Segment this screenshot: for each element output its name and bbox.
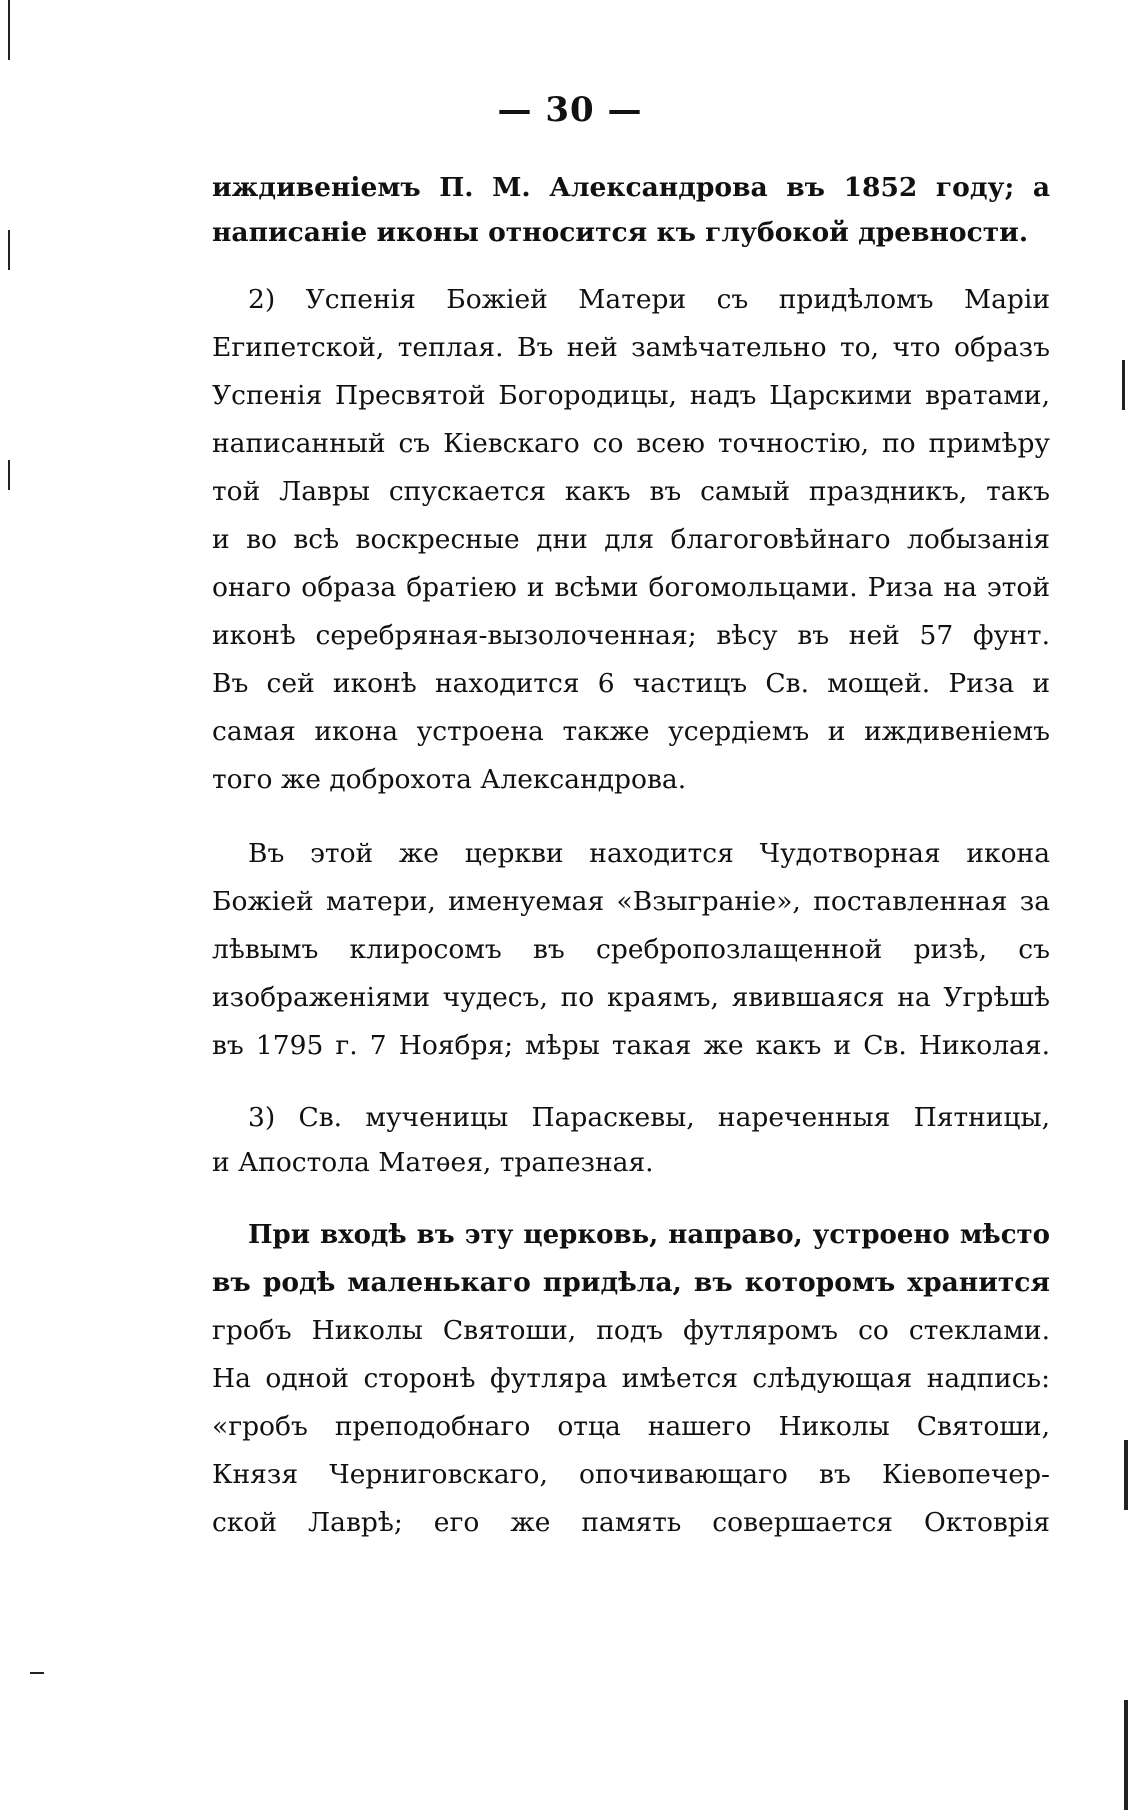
text-line: На одной сторонѣ футляра имѣется слѣдующая надпись:	[212, 1363, 1050, 1394]
scan-edge-mark	[8, 460, 10, 490]
text-line: и во всѣ воскресные дни для благоговѣйнаго лобызанiя	[212, 524, 1050, 555]
text-line: изображенiями чудесъ, по краямъ, явившаяся на Угрѣшѣ	[212, 982, 1050, 1013]
page-number: — 30 —	[497, 90, 643, 130]
scan-edge-mark	[30, 1672, 44, 1674]
text-line: той Лавры спускается какъ въ самый праздникъ, такъ	[212, 476, 1050, 507]
text-line: Князя Черниговскаго, опочивающаго въ Кiевопечер-	[212, 1459, 1050, 1490]
text-line: Въ сей иконѣ находится 6 частицъ Св. мощей. Риза и	[212, 668, 1050, 699]
text-line: «гробъ преподобнаго отца нашего Николы Святоши,	[212, 1411, 1050, 1442]
text-line: Божiей матери, именуемая «Взыгранiе», поставленная за	[212, 886, 1050, 917]
text-line: и Апостола Матѳея, трапезная.	[212, 1147, 654, 1178]
scan-edge-mark	[1122, 360, 1125, 410]
text-line: 3) Св. мученицы Параскевы, нареченныя Пятницы,	[248, 1102, 1050, 1133]
text-line: въ 1795 г. 7 Ноября; мѣры такая же какъ и Св. Николая.	[212, 1030, 1050, 1061]
text-line: онаго образа братiею и всѣми богомольцами. Риза на этой	[212, 572, 1050, 603]
scan-edge-mark	[8, 0, 10, 60]
text-line: Египетской, теплая. Въ ней замѣчательно то, что образъ	[212, 332, 1050, 363]
scan-edge-mark	[8, 230, 10, 270]
text-line: самая икона устроена также усердiемъ и иждивенiемъ	[212, 716, 1050, 747]
text-line: написанный съ Кiевскаго со всею точностiю, по примѣру	[212, 428, 1050, 459]
text-line: въ родѣ маленькаго придѣла, въ которомъ хранится	[212, 1267, 1050, 1298]
scan-edge-mark	[1124, 1440, 1128, 1510]
text-line: 2) Успенiя Божiей Матери съ придѣломъ Марiи	[248, 284, 1050, 315]
text-line: иждивенiемъ П. М. Александрова въ 1852 году; а	[212, 172, 1050, 203]
text-line: написанiе иконы относится къ глубокой древности.	[212, 217, 1029, 248]
text-line: Успенiя Пресвятой Богородицы, надъ Царскими вратами,	[212, 380, 1050, 411]
text-line: Въ этой же церкви находится Чудотворная икона	[248, 838, 1050, 869]
text-line: ской Лаврѣ; его же память совершается Октоврiя	[212, 1507, 1050, 1538]
text-line: того же доброхота Александрова.	[212, 764, 687, 795]
text-line: При входѣ въ эту церковь, направо, устроено мѣсто	[248, 1220, 1050, 1250]
text-line: лѣвымъ клиросомъ въ сребропозлащенной ризѣ, съ	[212, 934, 1050, 965]
scan-edge-mark	[1124, 1700, 1128, 1810]
text-line: гробъ Николы Святоши, подъ футляромъ со стеклами.	[212, 1315, 1050, 1346]
text-line: иконѣ серебряная-вызолоченная; вѣсу въ ней 57 фунт.	[212, 620, 1050, 651]
